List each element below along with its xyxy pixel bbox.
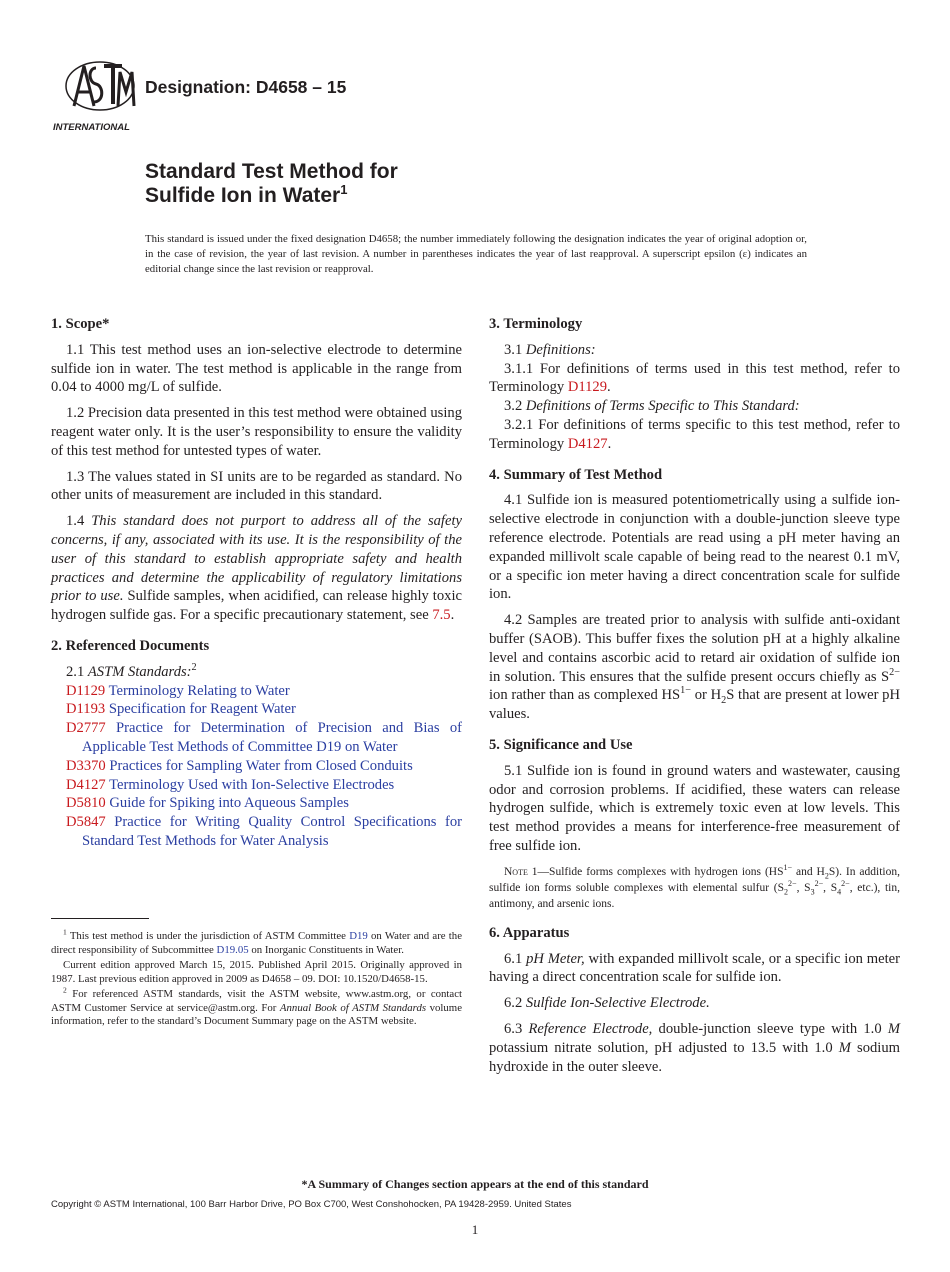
ref-code[interactable]: D5847: [66, 814, 106, 831]
fn1-mark: 1: [63, 927, 67, 937]
ref-item[interactable]: [51, 794, 462, 813]
fn2-text-b: volume information, refer to the standard’s Document Summary page on the ASTM website.: [51, 1001, 462, 1027]
section-heading-apparatus: 6. Apparatus: [489, 924, 570, 941]
title-line-1: Standard Test Method for: [145, 160, 398, 183]
note-1: [489, 864, 900, 912]
paragraph-6-2: [489, 994, 900, 1013]
paragraph-6-3: [489, 1020, 900, 1076]
link-d1129[interactable]: D1129: [567, 379, 608, 396]
ref-title[interactable]: Practice for Determination of Precision and Bias of Applicable Test Methods of Committee D19 on Water: [82, 720, 462, 755]
paragraph-3-1: [489, 341, 900, 360]
summary-of-changes-note: *A Summary of Changes section appears at the end of this standard: [301, 1177, 649, 1191]
astm-logo: [52, 58, 136, 134]
ref-code[interactable]: D1193: [66, 701, 106, 718]
section-heading-scope: 1. Scope*: [51, 316, 110, 332]
ref-item[interactable]: [51, 757, 462, 776]
p3-2-label: Definitions of Terms Specific to This Standard:: [525, 398, 800, 415]
paragraph-4-1: 4.1 Sulfide ion is measured potentiometrically using a sulfide ion-selective electrode in conjunction with a double-junction sleeve type reference electrode. Potentials are read using a pH meter having an expanded millivolt scale capable of being read to the nearest 0.1 mV, or a specific ion meter having a direct concentration scale for sulfide ion.: [489, 492, 900, 603]
p4-2-sub: 2: [721, 695, 727, 707]
link-section-7-5[interactable]: 7.5: [432, 607, 451, 624]
p4-2-text-b: ion rather than as complexed HS: [489, 687, 681, 704]
footnote-1-edition: Current edition approved March 15, 2015. Published April 2015. Originally approved in 1987. Last previous edition approved in 2009 as D4658 – 09. DOI: 10.1520/D4658-15.: [51, 959, 462, 985]
note-sub: 2: [824, 871, 829, 881]
referenced-standards-list: [51, 682, 462, 851]
p6-1-label: pH Meter,: [526, 950, 585, 967]
ref-code[interactable]: D3370: [66, 757, 106, 774]
right-column: [489, 315, 900, 1076]
p6-3-molar-2: M: [838, 1039, 851, 1056]
p4-2-sup1: 2−: [889, 666, 900, 678]
fn2-mark: 2: [63, 985, 67, 995]
ref-title[interactable]: Practices for Sampling Water from Closed Conduits: [109, 757, 413, 774]
fn1-text-a: This test method is under the jurisdiction of ASTM Committee: [69, 930, 350, 942]
title-footnote-mark: 1: [340, 182, 348, 197]
note-text: 1—Sulfide forms complexes with hydrogen ions (HS: [527, 865, 784, 878]
p6-1-text: with expanded millivolt scale, or a specific ion meter having a direct concentration scale for sulfide ion.: [489, 950, 900, 986]
link-committee-d19[interactable]: D19: [349, 930, 368, 942]
p6-2-number: 6.2: [504, 995, 526, 1012]
paragraph-1-1: 1.1 This test method uses an ion-selective electrode to determine sulfide ion in water. The test method is applicable in the range from 0.04 to 4000 mg/L of sulfide.: [51, 341, 462, 396]
ref-code[interactable]: D1129: [66, 682, 106, 699]
ref-item[interactable]: [51, 682, 462, 701]
footnote-2: [51, 985, 462, 1029]
note-text: , S: [796, 881, 811, 894]
footnote-1: [51, 927, 462, 957]
p1-4-number: 1.4: [66, 513, 92, 530]
link-subcommittee-d19-05[interactable]: D19.05: [216, 943, 249, 956]
title-line-2: Sulfide Ion in Water: [145, 184, 341, 207]
p3-1-1-text: 3.1.1 For definitions of terms used in this test method, refer to Terminology: [489, 360, 900, 396]
ref-title[interactable]: Practice for Writing Quality Control Specifications for Standard Test Methods for Water Analysis: [82, 814, 462, 849]
note-text: S). In addition, sulfide ion forms soluble complexes with elemental sulfur (S: [489, 865, 900, 894]
fn1-text-b: on Water and are the direct responsibility of Subcommittee: [51, 930, 462, 956]
p6-3-text-a: double-junction sleeve type with 1.0: [652, 1020, 888, 1037]
footnotes: [51, 927, 462, 1031]
note-sub: 4: [837, 887, 842, 897]
document-title: [145, 160, 398, 208]
p3-2-1-text: 3.2.1 For definitions of terms specific to this test method, refer to Terminology: [489, 416, 900, 452]
paragraph-5-1: 5.1 Sulfide ion is found in ground waters and wastewater, causing odor and corrosion problems. If acidified, these waters can release hydrogen sulfide, which is extremely toxic even at low levels. This test method provides a means for interference-free measurement of free sulfide ion.: [489, 762, 900, 854]
note-text: , S: [823, 881, 838, 894]
p4-2-text-d: S that are present at lower pH values.: [489, 687, 900, 723]
astm-logo-icon: [52, 58, 136, 134]
p4-2-text-c: or H: [691, 687, 722, 704]
note-text: and H: [792, 865, 825, 878]
link-d4127[interactable]: D4127: [567, 435, 608, 452]
ref-item[interactable]: [51, 700, 462, 719]
section-heading-referenced-documents: 2. Referenced Documents: [51, 637, 210, 654]
section-heading-summary: 4. Summary of Test Method: [489, 466, 663, 483]
paragraph-2-1: [51, 663, 462, 682]
p6-3-molar-1: M: [887, 1020, 901, 1037]
ref-item[interactable]: [51, 719, 462, 757]
paragraph-4-2: [489, 611, 900, 724]
p6-2-label: Sulfide Ion-Selective Electrode.: [525, 995, 710, 1012]
p6-3-text-b: potassium nitrate solution, pH adjusted to 13.5 with 1.0: [489, 1039, 839, 1056]
logo-text: INTERNATIONAL: [53, 122, 130, 133]
ref-title[interactable]: Terminology Relating to Water: [108, 682, 290, 699]
ref-code[interactable]: D5810: [66, 795, 106, 812]
fn2-text-a: For referenced ASTM standards, visit the ASTM website, www.astm.org, or contact ASTM Customer Service at service@astm.org. For: [51, 988, 462, 1014]
paragraph-3-2-1: 3.2.1 For definitions of terms specific to this test method, refer to Terminology D4127.: [489, 416, 900, 452]
p2-1-number: 2.1: [66, 663, 88, 680]
fn2-italic: Annual Book of ASTM Standards: [279, 1001, 427, 1014]
section-heading-terminology: 3. Terminology: [489, 316, 583, 332]
ref-item[interactable]: [51, 776, 462, 795]
footnote-divider: [51, 918, 149, 919]
note-sub: 3: [810, 887, 815, 897]
note-sup: 1−: [783, 862, 793, 872]
p6-3-number: 6.3: [504, 1020, 529, 1037]
designation: Designation: D4658 – 15: [145, 77, 347, 97]
paragraph-6-1: [489, 950, 900, 988]
p3-1-number: 3.1: [504, 341, 526, 358]
ref-code[interactable]: D4127: [66, 776, 106, 793]
paragraph-1-4: [51, 512, 462, 625]
paragraph-3-2: [489, 397, 900, 416]
p2-1-label: ASTM Standards:: [87, 663, 192, 680]
note-sup: 2−: [841, 878, 850, 888]
note-label: Note: [504, 865, 528, 878]
p4-2-text-a: 4.2 Samples are treated prior to analysis with sulfide anti-oxidant buffer (SAOB). This buffer fixes the solution pH at a highly alkaline level and contains ascorbic acid to retard air oxidation of sulfide ion in solution. This ensures that the sulfide present occurs chiefly as S: [489, 612, 900, 685]
paragraph-1-3: 1.3 The values stated in SI units are to be regarded as standard. No other units of measurement are included in this standard.: [51, 468, 462, 504]
ref-title[interactable]: Guide for Spiking into Aqueous Samples: [109, 795, 349, 812]
left-column: [51, 315, 462, 851]
p1-4-end: .: [450, 607, 455, 624]
note-sub: 2: [784, 887, 789, 897]
p4-2-sup2: 1−: [680, 685, 692, 697]
paragraph-1-2: 1.2 Precision data presented in this test method were obtained using reagent water only. It is the user’s responsibility to ensure the validity of this test method for untested types of water.: [51, 405, 462, 459]
note-text: , etc.), tin, antimony, and arsenic ions.: [489, 881, 900, 910]
p2-1-footnote-mark: 2: [191, 661, 197, 673]
p3-1-label: Definitions:: [525, 341, 596, 358]
p1-4-text: Sulfide samples, when acidified, can release highly toxic hydrogen sulfide gas. For a specific precautionary statement, see: [51, 588, 462, 624]
ref-title[interactable]: Terminology Used with Ion-Selective Electrodes: [109, 776, 395, 793]
page-number: 1: [471, 1222, 479, 1237]
p6-3-text-c: sodium hydroxide in the outer sleeve.: [489, 1039, 900, 1075]
note-sup: 2−: [788, 878, 797, 888]
p3-2-number: 3.2: [504, 398, 526, 415]
p6-3-label: Reference Electrode,: [528, 1020, 653, 1037]
ref-item[interactable]: [51, 813, 462, 851]
ref-title[interactable]: Specification for Reagent Water: [108, 701, 296, 718]
copyright-line: Copyright © ASTM International, 100 Barr Harbor Drive, PO Box C700, West Conshohocken, PA 19428-2959. United States: [51, 1199, 572, 1210]
p1-4-safety-caveat: This standard does not purport to address all of the safety concerns, if any, associated with its use. It is the responsibility of the user of this standard to establish appropriate safety and health practices and determine the applicability of regulatory limitations prior to use.: [51, 513, 462, 605]
paragraph-3-1-1: 3.1.1 For definitions of terms used in this test method, refer to Terminology D1129.: [489, 360, 900, 396]
section-heading-significance: 5. Significance and Use: [489, 736, 633, 753]
p6-1-number: 6.1: [504, 950, 527, 967]
note-sup: 2−: [814, 878, 824, 888]
fn1-text-c: on Inorganic Constituents in Water.: [248, 943, 404, 956]
issuance-notice: This standard is issued under the fixed designation D4658; the number immediately following the designation indicates the year of original adoption or, in the case of revision, the year of last revision. A number in parentheses indicates the year of last reapproval. A superscript epsilon (ε) indicates an editorial change since the last revision or reapproval.: [145, 233, 807, 275]
ref-code[interactable]: D2777: [66, 720, 106, 737]
